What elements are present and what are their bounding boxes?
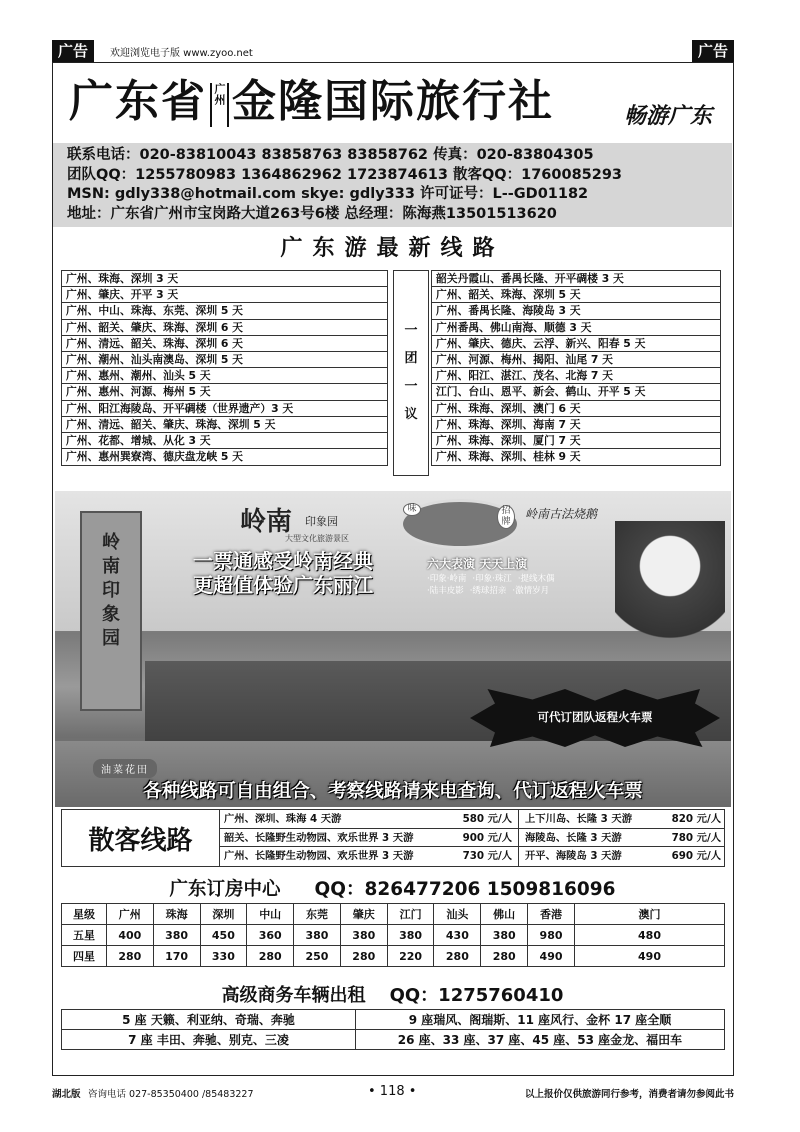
banner-logo-sub: 印象园 [305, 515, 338, 528]
top-bar [52, 40, 734, 62]
scattered-routes [61, 809, 725, 867]
table-cell: 490 [528, 946, 575, 967]
food-badge: 味 [403, 503, 421, 516]
route-item: 广州、阳江、湛江、茂名、北海 7 天 [432, 368, 720, 384]
route-item: 广州、珠海、深圳、澳门 6 天 [432, 401, 720, 417]
brand-sub: 广州 [210, 83, 229, 127]
scattered-row [220, 829, 725, 848]
table-header: 珠海 [153, 904, 200, 925]
tower-char: 象 [102, 604, 120, 625]
table-cell: 250 [294, 946, 341, 967]
hotel-title [53, 875, 732, 901]
hotel-qq: QQ：826477206 1509816096 [314, 879, 616, 900]
table-cell: 380 [153, 925, 200, 946]
contact-phone: 联系电话：020-83810043 83858763 83858762 传真：020-83804305 [67, 147, 594, 163]
route-name: 广州、长隆野生动物园、欢乐世界 3 天游 [224, 850, 414, 863]
ad-frame [52, 62, 734, 1076]
table-cell: 5 座 天籁、利亚纳、奇瑞、奔驰 [62, 1010, 356, 1030]
route-name: 上下川岛、长隆 3 天游 [525, 813, 633, 825]
table-cell: 7 座 丰田、奔驰、别克、三凌 [62, 1030, 356, 1050]
table-header: 江门 [387, 904, 434, 925]
contact-address: 地址：广东省广州市宝岗路大道263号6楼 总经理：陈海燕13501513620 [67, 205, 557, 222]
route-item: 广州、韶关、肇庆、珠海、深圳 6 天 [62, 320, 387, 336]
scattered-table [220, 810, 725, 866]
brand-title [69, 75, 554, 129]
page-number: • 118 • [368, 1084, 417, 1099]
show-item: ·印象·珠江 [472, 574, 512, 584]
table-cell: 五星 [62, 925, 107, 946]
banner-slogan-1: 一票通感受岭南经典 [193, 549, 373, 573]
show-item: ·印象·岭南 [427, 574, 467, 584]
route-price: 780 元/人 [671, 831, 721, 844]
table-header: 星级 [62, 904, 107, 925]
route-price: 690 元/人 [671, 850, 721, 863]
route-item: 江门、台山、恩平、新会、鹤山、开平 5 天 [432, 384, 720, 400]
route-name: 广州、深圳、珠海 4 天游 [224, 813, 342, 825]
footer-note: 以上报价仅供旅游同行参考，消费者请勿参阅此书 [524, 1089, 734, 1100]
table-row [62, 1030, 725, 1050]
table-row [62, 946, 725, 967]
routes-title: 广东游最新线路 [280, 236, 505, 261]
route-name: 海陵岛、长隆 3 天游 [525, 831, 622, 844]
mid-char: 团 [404, 351, 418, 366]
route-item: 广州、肇庆、德庆、云浮、新兴、阳春 5 天 [432, 336, 720, 352]
table-cell: 400 [106, 925, 153, 946]
table-cell: 170 [153, 946, 200, 967]
route-price: 730 元/人 [462, 850, 512, 863]
starburst-text: 可代订团队返程火车票 [537, 710, 653, 724]
table-cell: 980 [528, 925, 575, 946]
garden-tag: 油菜花田 [93, 759, 157, 778]
route-item: 广州、番禺长隆、海陵岛 3 天 [432, 303, 720, 319]
mid-char: 一 [404, 379, 418, 394]
route-item: 广州、清远、韶关、珠海、深圳 6 天 [62, 336, 387, 352]
scattered-title: 散客线路 [62, 810, 220, 866]
table-header: 澳门 [575, 904, 725, 925]
table-cell: 380 [294, 925, 341, 946]
route-item: 广州、惠州、潮州、汕头 5 天 [62, 368, 387, 384]
contact-block [53, 143, 732, 227]
table-cell: 380 [340, 925, 387, 946]
promo-banner [55, 491, 731, 807]
route-item: 广州番禺、佛山南海、顺德 3 天 [432, 320, 720, 336]
show-item: ·陆丰皮影 [427, 586, 464, 596]
table-header: 佛山 [481, 904, 528, 925]
routes-left-column [61, 270, 388, 466]
banner-logo: 岭南 [240, 507, 293, 537]
banner-footer-text: 各种线路可自由组合、考察线路请来电查询、代订返程火车票 [143, 781, 643, 802]
route-item: 广州、珠海、深圳 3 天 [62, 271, 387, 287]
tower-text [93, 531, 129, 651]
route-item: 广州、惠州、河源、梅州 5 天 [62, 384, 387, 400]
route-price: 820 元/人 [671, 813, 721, 825]
food-badge: 招牌 [497, 505, 515, 529]
banner-logo-desc: 大型文化旅游景区 [285, 534, 349, 543]
route-item: 广州、韶关、珠海、深圳 5 天 [432, 287, 720, 303]
table-header: 东莞 [294, 904, 341, 925]
route-item: 广州、河源、梅州、揭阳、汕尾 7 天 [432, 352, 720, 368]
route-price: 580 元/人 [462, 813, 512, 825]
brand-slogan: 畅游广东 [623, 103, 712, 129]
site-url: 欢迎浏览电子版 www.zyoo.net [110, 48, 253, 59]
show-list [427, 573, 647, 597]
table-cell: 360 [247, 925, 294, 946]
table-header: 深圳 [200, 904, 247, 925]
table-header: 汕头 [434, 904, 481, 925]
ad-tag-right: 广告 [692, 40, 734, 62]
table-cell: 26 座、33 座、37 座、45 座、53 座金龙、福田车 [356, 1030, 725, 1050]
tower-char: 印 [102, 580, 120, 601]
show-item: ·绣球招亲 [469, 586, 507, 596]
table-row [62, 1010, 725, 1030]
route-item: 广州、清远、韶关、肇庆、珠海、深圳 5 天 [62, 417, 387, 433]
contact-msn: MSN: gdly338@hotmail.com skye: gdly333 许可证号：L--GD01182 [67, 186, 589, 202]
route-price: 900 元/人 [462, 831, 512, 844]
table-cell: 380 [481, 925, 528, 946]
table-cell: 430 [434, 925, 481, 946]
table-cell: 四星 [62, 946, 107, 967]
table-cell: 9 座瑞风、阁瑞斯、11 座风行、金杯 17 座全顺 [356, 1010, 725, 1030]
footer-phone: 咨询电话 027-85350400 /85483227 [88, 1089, 254, 1100]
route-item: 广州、珠海、深圳、桂林 9 天 [436, 450, 581, 464]
routes-middle-label [393, 270, 429, 476]
table-cell: 280 [106, 946, 153, 967]
routes-right-column [431, 270, 721, 466]
table-cell: 490 [575, 946, 725, 967]
route-item: 广州、中山、珠海、东莞、深圳 5 天 [62, 303, 387, 319]
car-qq: QQ：1275760410 [389, 985, 564, 1006]
table-header: 肇庆 [340, 904, 387, 925]
table-header: 广州 [106, 904, 153, 925]
car-rental-table [61, 1009, 725, 1050]
table-cell: 450 [200, 925, 247, 946]
page-footer [52, 1086, 734, 1102]
route-item: 广州、阳江海陵岛、开平碉楼（世界遗产）3 天 [62, 401, 387, 417]
contact-qq: 团队QQ：1255780983 1364862962 1723874613 散客QQ：1760085293 [67, 166, 623, 183]
table-cell: 280 [247, 946, 294, 967]
route-name: 开平、海陵岛 3 天游 [525, 850, 622, 863]
route-item: 广州、珠海、深圳、海南 7 天 [432, 417, 720, 433]
routes-table [61, 270, 725, 477]
show-item: ·激情岁月 [512, 586, 550, 596]
mid-char: 议 [404, 407, 418, 422]
header [53, 63, 732, 143]
table-cell: 220 [387, 946, 434, 967]
hotel-title-text: 广东订房中心 [169, 879, 281, 900]
route-item: 韶关丹霞山、番禺长隆、开平碉楼 3 天 [432, 271, 720, 287]
table-row [62, 925, 725, 946]
show-title: 六大表演 天天上演 [427, 557, 528, 571]
route-item: 广州、珠海、深圳、厦门 7 天 [432, 433, 720, 449]
route-item: 广州、肇庆、开平 3 天 [62, 287, 387, 303]
table-cell: 280 [340, 946, 387, 967]
show-item: ·提线木偶 [517, 574, 555, 584]
tower-char: 南 [102, 556, 120, 577]
table-cell: 480 [575, 925, 725, 946]
route-item: 广州、潮州、汕头南澳岛、深圳 5 天 [62, 352, 387, 368]
tower-char: 岭 [102, 532, 120, 553]
table-cell: 330 [200, 946, 247, 967]
route-item: 广州、花都、增城、从化 3 天 [62, 433, 387, 449]
table-cell: 380 [387, 925, 434, 946]
mid-char: 一 [404, 323, 418, 338]
route-name: 韶关、长隆野生动物园、欢乐世界 3 天游 [224, 831, 414, 844]
banner-slogan-2: 更超值体验广东丽江 [193, 573, 373, 597]
scattered-row [220, 847, 725, 866]
table-header: 中山 [247, 904, 294, 925]
banner-slogan [193, 549, 373, 597]
hotel-price-table [61, 903, 725, 967]
table-cell: 280 [481, 946, 528, 967]
brand-prefix: 广东省 [69, 76, 207, 127]
car-rental-title [53, 981, 732, 1007]
brand-main: 金隆国际旅行社 [232, 76, 554, 127]
table-header-row [62, 904, 725, 925]
table-cell: 280 [434, 946, 481, 967]
scattered-row [220, 810, 725, 829]
table-header: 香港 [528, 904, 575, 925]
ad-tag-left: 广告 [52, 40, 94, 62]
car-title-text: 高级商务车辆出租 [221, 985, 366, 1006]
edition-label: 湖北版 [52, 1089, 81, 1100]
tower-char: 园 [102, 628, 120, 649]
food-title: 岭南古法烧鹅 [525, 507, 598, 521]
route-item: 广州、惠州巽寮湾、德庆盘龙峡 5 天 [66, 450, 243, 464]
